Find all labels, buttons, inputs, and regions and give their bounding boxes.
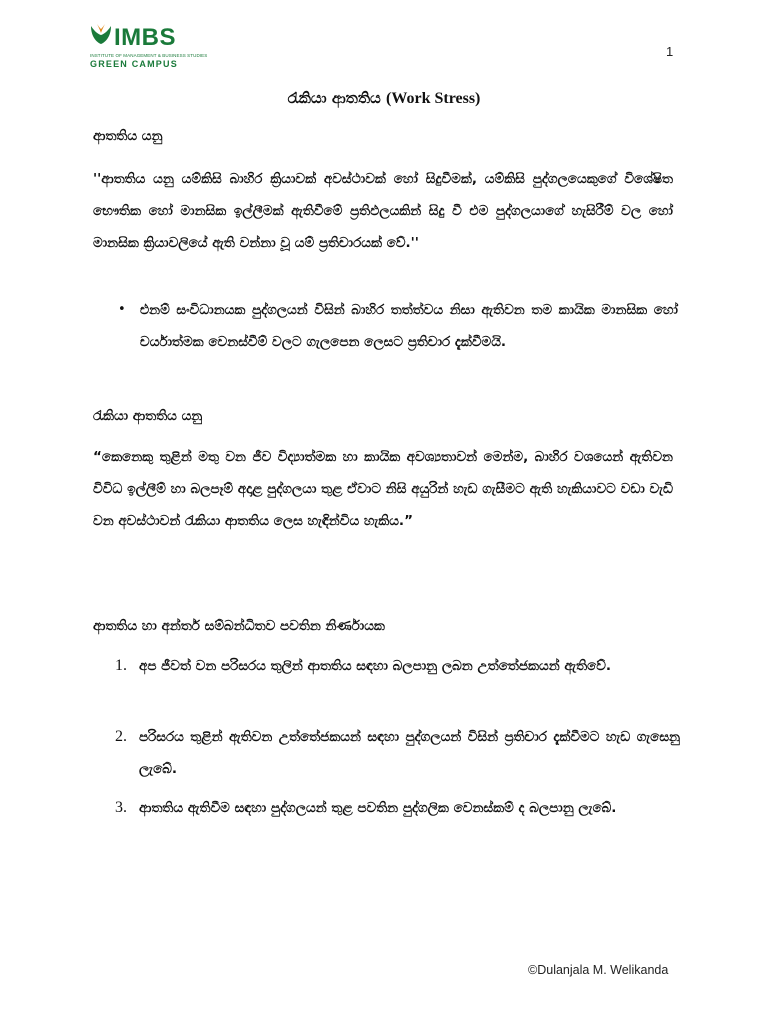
title-sinhala: රැකියා ආතතිය bbox=[287, 89, 387, 107]
logo-wordmark: IMBS bbox=[114, 24, 176, 51]
page-number: 1 bbox=[666, 44, 674, 59]
logo-campus: GREEN CAMPUS bbox=[90, 59, 178, 69]
section2-heading: රැකියා ආතතිය යනු bbox=[93, 408, 203, 424]
page-title bbox=[0, 89, 768, 108]
logo-subtitle: INSTITUTE OF MANAGEMENT & BUSINESS STUDIES bbox=[90, 53, 208, 58]
section2-definition: “කෙනෙකු තුළින් මතු වන ජීව විද්‍යාත්මක හා කායික අවශ්‍යතාවන් මෙන්ම, බාහිර වශයෙන් ඇතිවන විවිධ ඉල්ලීම් හා බලපෑම් අදාළ පුද්ගලයා තුළ ඒවාට නිසි අයුරින් හැඩ ගැසීමට ඇති හැකියාවට වඩා වැඩි වන අවස්ථාවන් රැකියා ආතතිය ලෙස හැඳින්විය හැකිය.” bbox=[93, 449, 673, 529]
section3-heading: ආතතිය හා අන්තර් සම්බන්ධිතව පවතින නිර්ණායක bbox=[93, 618, 385, 634]
title-english: (Work Stress) bbox=[386, 90, 481, 107]
list-number: 1. bbox=[115, 657, 127, 674]
list-number: 2. bbox=[115, 728, 127, 745]
list-item-text: අප ජීවත් වන පරිසරය තුලින් ආතතිය සඳහා බලපානු ලබන උත්තේජකයන් ඇතිවේ. bbox=[139, 658, 612, 674]
copyright-footer: ©Dulanjala M. Welikanda bbox=[528, 963, 669, 977]
bullet-icon: • bbox=[118, 302, 126, 317]
leaf-icon bbox=[88, 22, 114, 52]
list-item-text: පරිසරය තුළින් ඇතිවන උත්තේජකයන් සඳහා පුද්ගලයන් විසින් ප්‍රතිචාර දැක්වීමට හැඩ ගැසෙනු ලැබේ. bbox=[139, 729, 680, 777]
list-number: 3. bbox=[115, 799, 127, 816]
list-item-text: ආතතිය ඇතිවීම සඳහා පුද්ගලයන් තුළ පවතින පුද්ගලික වෙනස්කම් ද බලපානු ලැබේ. bbox=[139, 800, 617, 816]
section1-definition: ''ආතතිය යනු යම්කිසි බාහිර ක්‍රියාවක් අවස්ථාවක් හෝ සිදුවීමක්, යම්කිසි පුද්ගලයෙකුගේ විශේෂිත භෞතික හෝ මානසික ඉල්ලීමක් ඇතිවීමේ ප්‍රතිඵලයකින් සිදු වී එම පුද්ගලයාගේ හැසිරීම් වල හෝ මානසික ක්‍රියාවලියේ ඇති වන්නා වූ යම් ප්‍රතිචාරයක් වේ.'' bbox=[93, 171, 673, 251]
imbs-logo bbox=[88, 22, 208, 70]
bullet-text: එනම් සංවිධානයක පුද්ගලයන් විසින් බාහිර තත්ත්වය නිසා ඇතිවන තම කායික මානසික හෝ චර්යාත්මක වෙනස්වීම් වලට ගැලපෙන ලෙසට ප්‍රතිචාර දැක්වීමයි. bbox=[140, 302, 678, 350]
section1-heading: ආතතිය යනු bbox=[93, 128, 163, 144]
